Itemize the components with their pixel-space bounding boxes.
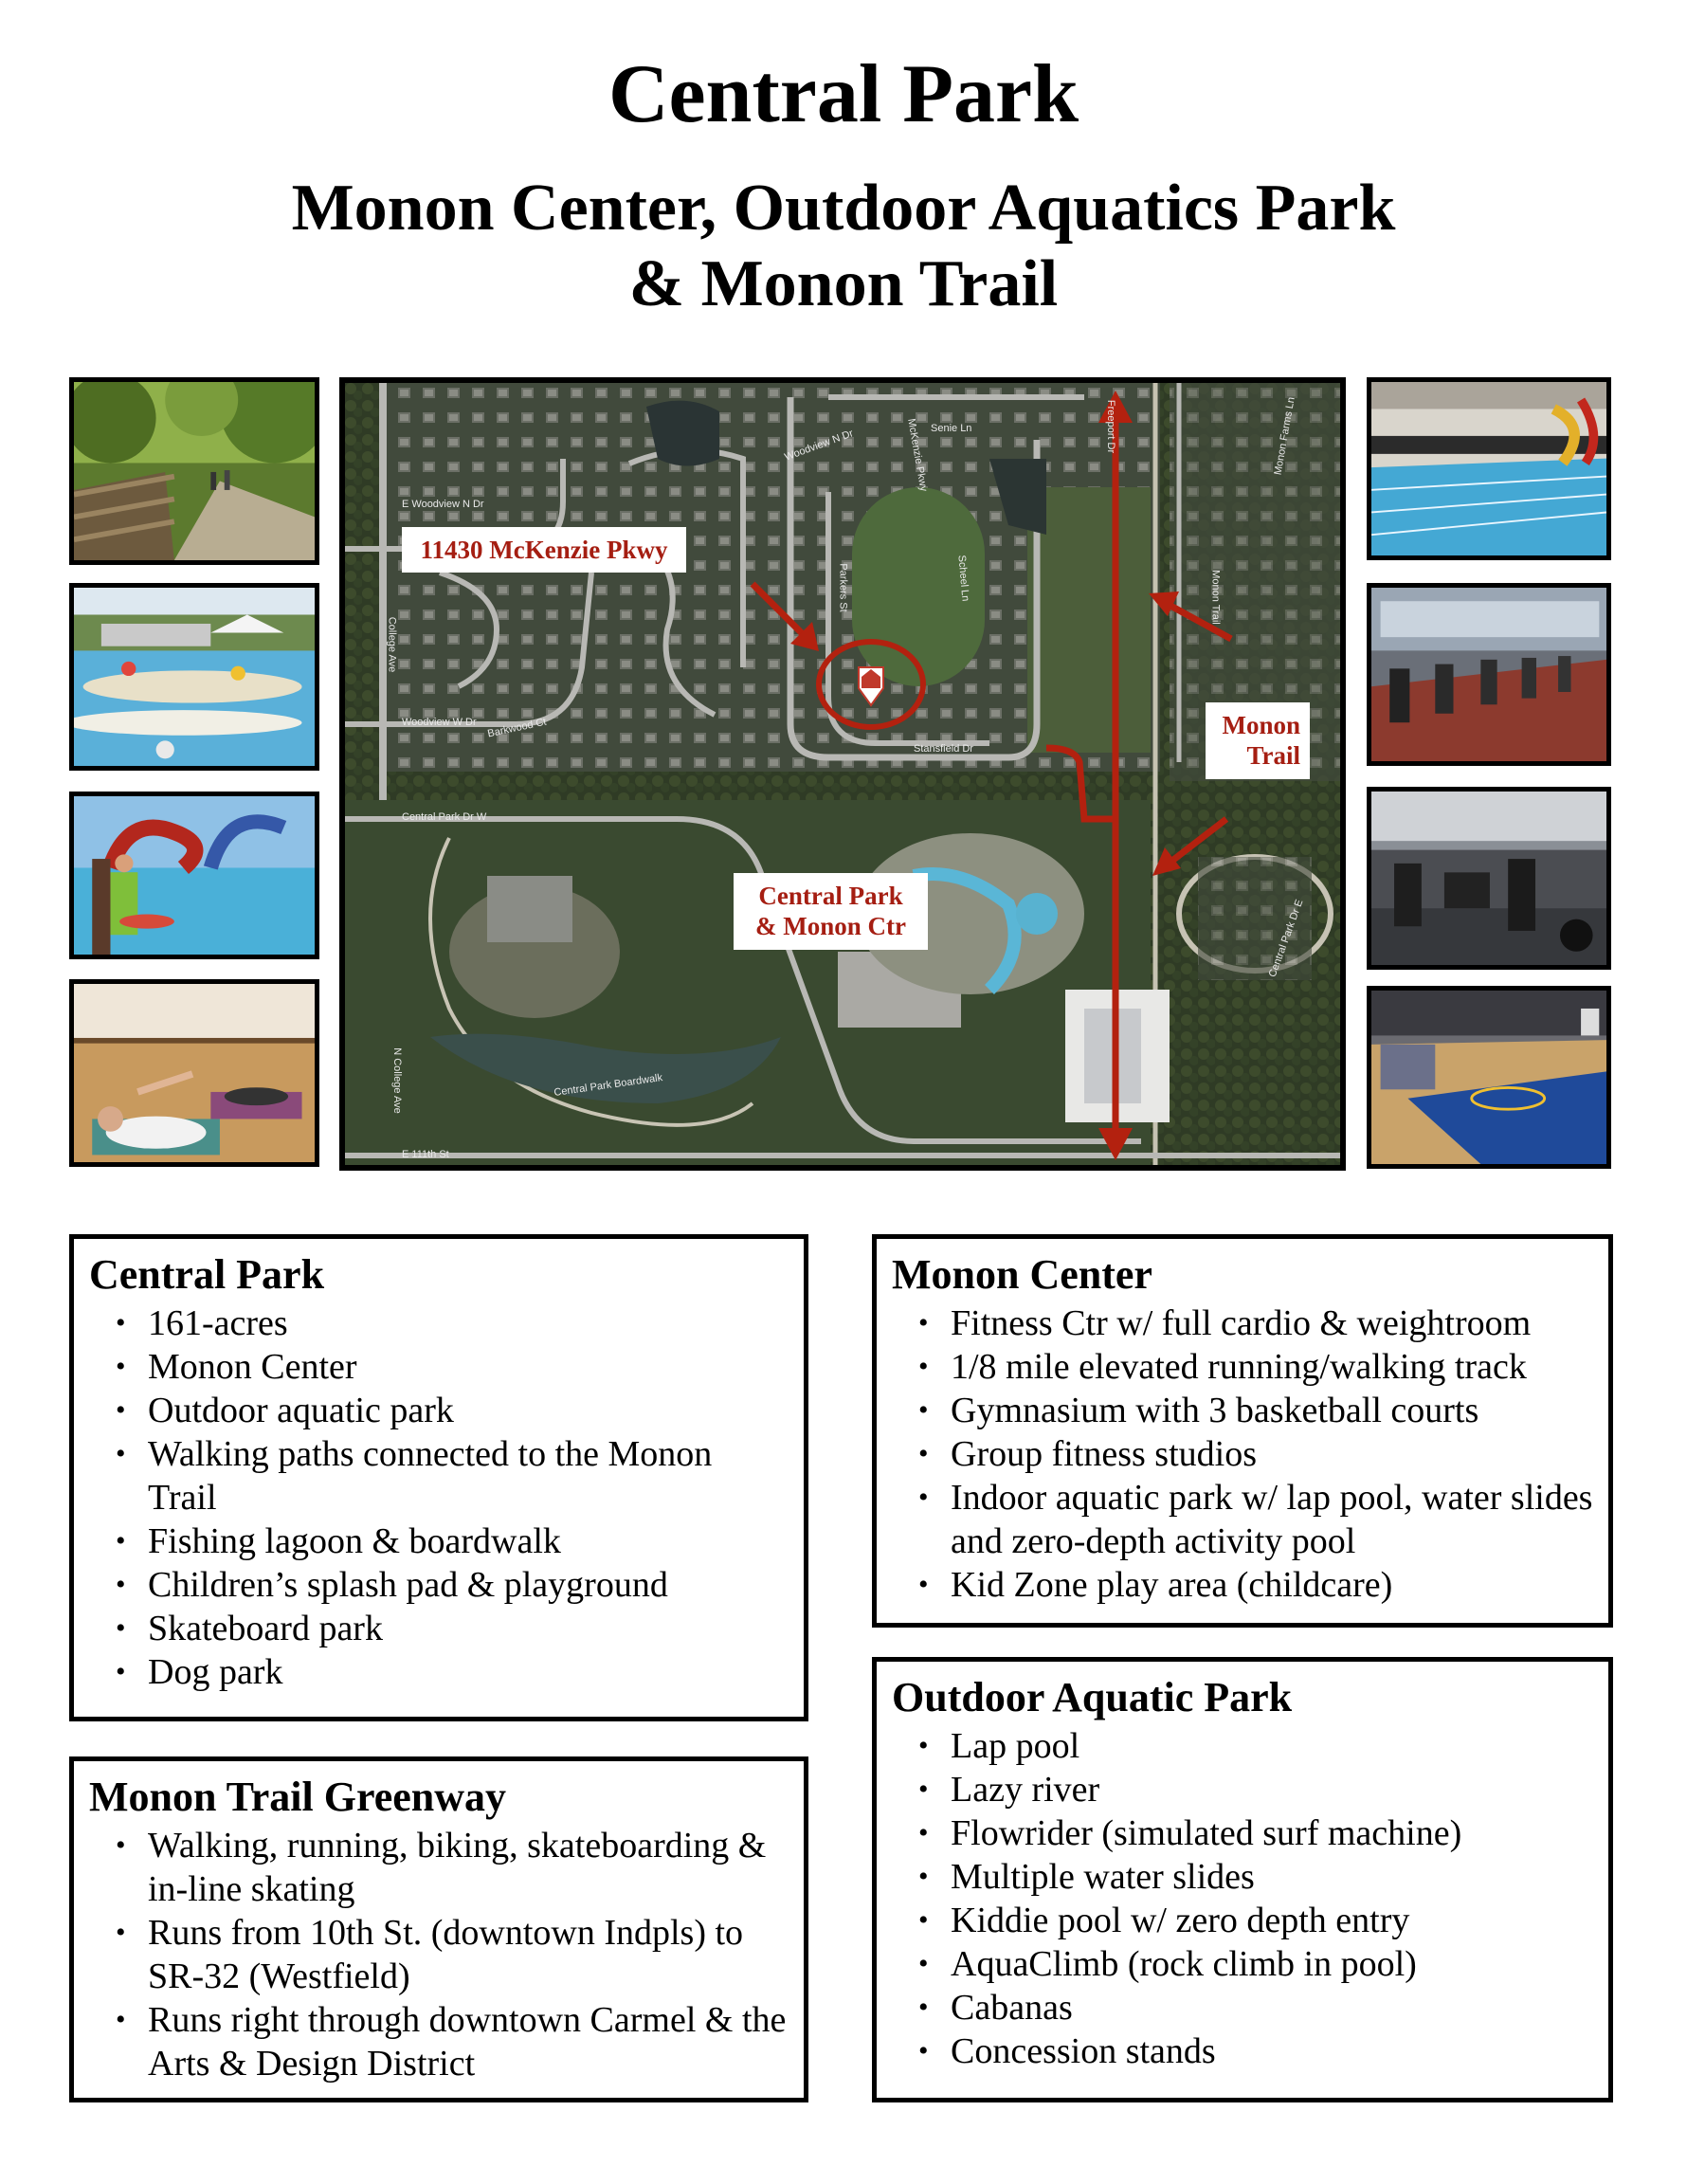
list-item: • Monon Center — [89, 1345, 789, 1389]
list-item: • Lazy river — [892, 1768, 1593, 1811]
list-item: • Fishing lagoon & boardwalk — [89, 1520, 789, 1563]
outdoor-aquatic-box — [872, 1657, 1613, 2102]
road-label: Central Park Boardwalk — [553, 1072, 663, 1099]
list-item: • Skateboard park — [89, 1607, 789, 1650]
monon-trail-label-line-1: Monon — [1222, 711, 1300, 739]
list-item: • Walking, running, biking, skateboarding & in-line skating — [89, 1824, 789, 1911]
road-label: Senie Ln — [931, 423, 972, 434]
indoor-lap-pool-photo — [1367, 377, 1611, 560]
subtitle-line-1: Monon Center, Outdoor Aquatics Park — [291, 172, 1396, 245]
monon-center-list — [892, 1301, 1593, 1607]
outdoor-aquatic-list — [892, 1724, 1593, 2073]
list-item: • Indoor aquatic park w/ lap pool, water slides and zero-depth activity pool — [892, 1476, 1593, 1563]
list-item: • AquaClimb (rock climb in pool) — [892, 1942, 1593, 1986]
fitness-class-photo — [69, 979, 319, 1167]
central-park-list — [89, 1301, 789, 1694]
list-item: • Flowrider (simulated surf machine) — [892, 1811, 1593, 1855]
road-label: E Woodview N Dr — [402, 499, 484, 510]
monon-center-heading: Monon Center — [892, 1251, 1152, 1298]
road-label: Central Park Dr W — [402, 811, 487, 823]
list-item: • Outdoor aquatic park — [89, 1389, 789, 1432]
list-item: • Gymnasium with 3 basketball courts — [892, 1389, 1593, 1432]
address-label — [402, 527, 686, 573]
road-label: Scheel Ln — [955, 555, 971, 602]
road-label: N College Ave — [390, 1047, 403, 1114]
list-item: • Lap pool — [892, 1724, 1593, 1768]
list-item: • Kiddie pool w/ zero depth entry — [892, 1899, 1593, 1942]
road-label: Parkers St — [837, 563, 849, 612]
water-slides-photo — [69, 792, 319, 959]
central-park-box — [69, 1234, 808, 1721]
monon-trail-label — [1206, 702, 1310, 779]
monon-center-box — [872, 1234, 1613, 1628]
monon-trail-box — [69, 1756, 808, 2102]
road-label: Woodview W Dr — [402, 717, 477, 728]
road-label: Stansfield Dr — [914, 743, 973, 755]
road-label: Central Park Dr E — [1266, 898, 1306, 979]
list-item: • Runs from 10th St. (downtown Indpls) to SR-32 (Westfield) — [89, 1911, 789, 1998]
gymnasium-photo — [1367, 986, 1611, 1169]
central-park-label-line-2: & Monon Ctr — [755, 912, 906, 941]
weight-room-photo — [1367, 787, 1611, 970]
list-item: • 161-acres — [89, 1301, 789, 1345]
road-label: E 111th St — [402, 1149, 449, 1160]
address-text: 11430 McKenzie Pkwy — [420, 536, 668, 564]
outdoor-aquatic-park-photo — [69, 583, 319, 771]
list-item: • Fitness Ctr w/ full cardio & weightroom — [892, 1301, 1593, 1345]
list-item: • 1/8 mile elevated running/walking track — [892, 1345, 1593, 1389]
central-park-label-line-1: Central Park — [758, 882, 903, 910]
central-park-heading: Central Park — [89, 1251, 325, 1298]
list-item: • Kid Zone play area (childcare) — [892, 1563, 1593, 1607]
list-item: • Dog park — [89, 1650, 789, 1694]
trail-photo — [69, 377, 319, 565]
monon-trail-heading: Monon Trail Greenway — [89, 1774, 506, 1820]
outdoor-aquatic-heading: Outdoor Aquatic Park — [892, 1674, 1293, 1720]
cardio-fitness-photo — [1367, 583, 1611, 766]
road-label: Freeport Dr — [1105, 399, 1117, 454]
road-label: Barkwood Ct — [486, 716, 548, 740]
road-label: College Ave — [386, 616, 398, 673]
road-label: Monon Farms Ln — [1272, 396, 1297, 476]
road-label: Woodview N Dr — [783, 428, 855, 464]
road-label: McKenzie Pkwy — [905, 417, 930, 493]
central-park-label — [734, 873, 928, 950]
list-item: • Concession stands — [892, 2029, 1593, 2073]
page-subtitle — [0, 171, 1687, 322]
road-label: Monon Trail — [1209, 570, 1222, 625]
list-item: • Group fitness studios — [892, 1432, 1593, 1476]
page-title: Central Park — [608, 48, 1079, 140]
subtitle-line-2: & Monon Trail — [628, 246, 1059, 320]
list-item: • Cabanas — [892, 1986, 1593, 2029]
monon-trail-list — [89, 1824, 789, 2085]
monon-trail-label-line-2: Trail — [1246, 741, 1300, 771]
list-item: • Multiple water slides — [892, 1855, 1593, 1899]
list-item: • Runs right through downtown Carmel & the Arts & Design District — [89, 1998, 789, 2085]
list-item: • Children’s splash pad & playground — [89, 1563, 789, 1607]
list-item: • Walking paths connected to the Monon Trail — [89, 1432, 789, 1520]
aerial-map — [339, 377, 1346, 1171]
